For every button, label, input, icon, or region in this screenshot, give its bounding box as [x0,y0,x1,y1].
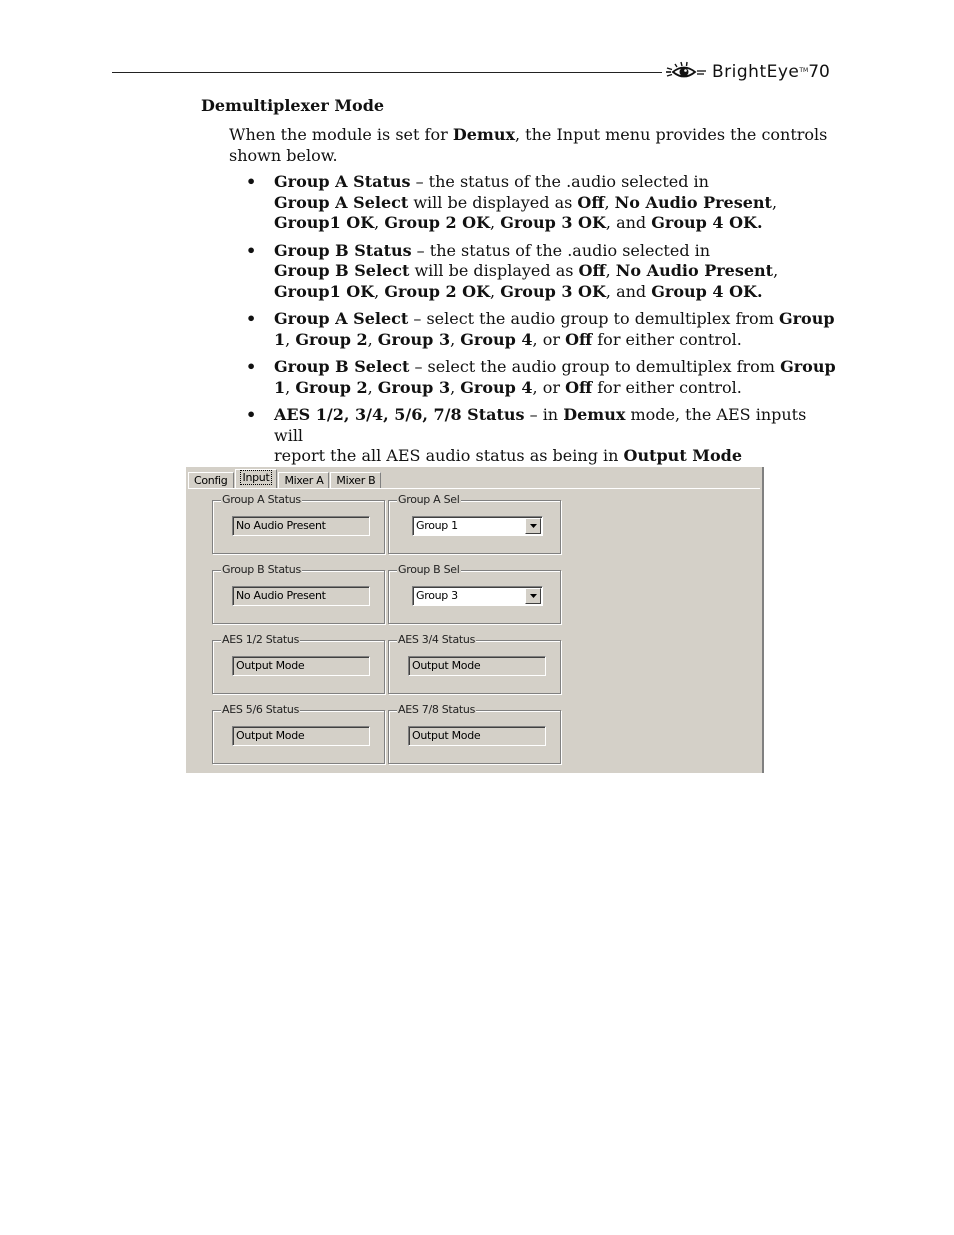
bullet-text-run: 1 [274,377,286,397]
group-a-select[interactable] [412,516,543,536]
chevron-down-icon [530,524,537,528]
brand-number: 70 [808,62,830,82]
bullet-text-run: AES 1/2, 3/4, 5/6, 7/8 Status [274,405,525,424]
bullet-item [246,172,836,234]
bullet-text-run: Group1 OK [274,281,375,301]
tab-config[interactable] [188,472,234,489]
group-b-sel-box [388,563,561,624]
bullet-text-run: – in [524,405,564,424]
aes-78-status-box [388,703,561,764]
bullet-text-run: Off [565,377,593,397]
bullet-item [246,357,836,398]
bullet-text-run: Off [578,261,606,280]
chevron-down-icon [530,594,537,598]
bullet-text-run: Group 4 OK. [651,281,763,301]
bullet-text-run: for either control. [592,377,742,397]
group-b-status-field: No Audio Present [232,586,370,606]
bullet-text-run: – select the audio group to demultiplex from [408,309,779,328]
bullet-text-run: , [771,192,778,212]
bullet-text-run: mode, the AES inputs will [274,405,807,445]
group-a-status-label: Group A Status [222,493,301,506]
bullet-text-run: No Audio Present [614,192,772,212]
eye-logo-icon [664,61,708,83]
intro-paragraph [229,124,829,166]
group-b-select-value: Group 3 [416,589,458,602]
bullet-text-run: , [605,261,616,280]
bullet-text-run: Group 4 [460,329,533,349]
bullet-list [246,172,836,474]
group-a-status-box [212,493,385,554]
bullet-text-run: , [374,213,385,232]
tab-mixer-b[interactable] [330,472,381,489]
tab-config-label: Config [194,474,228,487]
bullet-text-run: Group 2 OK [384,213,491,232]
bullet-text-run: Group B Select [274,261,410,280]
bullet-text-run: , or [532,377,566,397]
bullet-text-run: Demux [563,405,626,424]
tab-strip [188,469,382,489]
bullet-text-run: will be displayed as [409,261,579,280]
bullet-text-run: , [450,377,461,397]
group-b-status-box [212,563,385,624]
aes-34-status-box [388,633,561,694]
bullet-text-run: – the status of the .audio selected in [411,240,711,260]
bullet-text-run: Group1 OK [274,213,375,232]
brand-name: BrightEye [712,62,800,82]
bullet-text-run: Group 4 [460,377,533,397]
group-a-dropdown-button[interactable] [525,518,541,534]
bullet-text-run: Off [565,329,593,349]
bullet-text-run: , [490,213,501,232]
bullet-text-run: , [604,192,615,212]
bullet-text-run: Group 3 [377,377,451,397]
bullet-text-run: Off [577,192,605,212]
aes-56-status-field: Output Mode [232,726,370,746]
bullet-text-run: , [367,377,378,397]
bullet-text-run: Group 4 OK. [651,213,763,232]
bullet-text-run: – select the audio group to demultiplex from [409,357,781,376]
bullet-text-run: Group [780,357,836,376]
bullet-text-run: will be displayed as [408,192,578,212]
aes-34-status-field: Output Mode [408,656,546,676]
bullet-item [246,405,836,467]
group-a-sel-box [388,493,561,554]
bullet-text-run: No Audio Present [615,261,774,280]
bullet-text-run: for either control. [592,329,742,349]
bullet-text-run: Group A Select [274,192,409,212]
bullet-text-run: Group A Status [274,172,411,191]
bullet-text-run: , and [605,213,652,232]
bullet-text-run: Group 2 OK [384,281,491,301]
group-a-sel-label: Group A Sel [398,493,460,506]
bullet-text-run: Group B Status [274,240,412,260]
bullet-text-run: Group [778,309,835,328]
bullet-text-run: , [285,329,296,349]
bullet-text-run: , [285,377,296,397]
aes-12-status-box [212,633,385,694]
aes-12-status-field: Output Mode [232,656,370,676]
bullet-text-run: , [773,261,779,280]
aes-56-status-label: AES 5/6 Status [222,703,300,716]
tab-input-label: Input [240,470,273,485]
group-b-select[interactable] [412,586,543,606]
bullet-item [246,241,836,303]
bullet-text-run: Output Mode [623,446,743,465]
bullet-text-run: Group 3 OK [500,213,606,232]
tab-mixer-a[interactable] [278,472,329,489]
aes-56-status-box [212,703,385,764]
bullet-text-run: , or [532,329,566,349]
group-a-status-field: No Audio Present [232,516,370,536]
bullet-text-run: , [374,281,385,301]
intro-run: Demux [452,125,515,144]
brand-trademark: TM [799,66,809,74]
intro-run: , the Input menu provides the controls shown below. [229,125,828,165]
aes-34-status-label: AES 3/4 Status [398,633,476,646]
bullet-text-run: Group B Select [274,357,410,376]
header-rule [112,72,662,73]
bullet-text-run: , [450,329,461,349]
bullet-text-run: 1 [274,329,286,349]
bullet-text-run: Group A Select [274,309,409,328]
bullet-text-run: – the status of the .audio selected in [410,172,709,191]
aes-12-status-label: AES 1/2 Status [222,633,300,646]
bullet-text-run: , [367,329,378,349]
bullet-text-run: Group 3 [377,329,451,349]
tab-input[interactable] [235,469,278,489]
intro-run: When the module is set for [229,125,453,144]
tab-mixer-b-label: Mixer B [336,474,376,487]
tab-mixer-a-label: Mixer A [284,474,324,487]
brand-logo [664,58,830,86]
bullet-text-run: Group 2 [295,377,368,397]
bullet-text-run: Group 3 OK [500,281,606,301]
group-a-select-value: Group 1 [416,519,458,532]
bullet-text-run: , [490,281,501,301]
bullet-text-run: Group 2 [295,329,368,349]
bullet-text-run: , and [605,281,652,301]
group-b-status-label: Group B Status [222,563,301,576]
input-dialog [186,467,764,773]
aes-78-status-field: Output Mode [408,726,546,746]
group-b-dropdown-button[interactable] [525,588,541,604]
bullet-text-run: report the all AES audio status as being in [274,446,624,465]
group-b-sel-label: Group B Sel [398,563,460,576]
tab-divider [188,488,760,489]
section-title: Demultiplexer Mode [201,96,385,115]
aes-78-status-label: AES 7/8 Status [398,703,476,716]
bullet-item [246,309,836,350]
